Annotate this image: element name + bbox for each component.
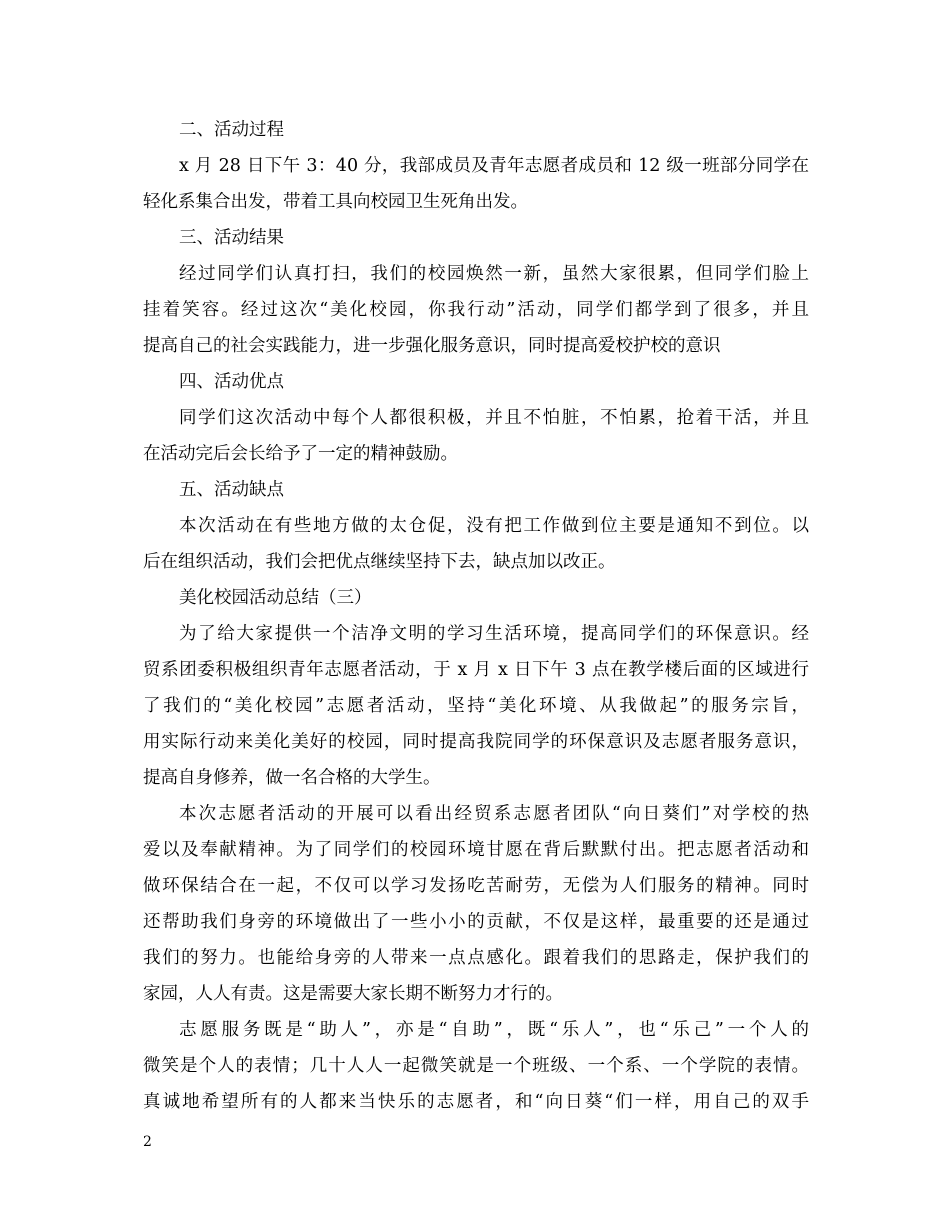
paragraph-line: 本次活动在有些地方做的太仓促，没有把工作做到位主要是通知不到位。以 bbox=[179, 516, 809, 536]
document-body bbox=[143, 112, 809, 1120]
paragraph-line: 做环保结合在一起，不仅可以学习发扬吃苦耐劳，无偿为人们服务的精神。同时 bbox=[143, 876, 809, 896]
paragraph-line: 同学们这次活动中每个人都很积极，并且不怕脏，不怕累，抢着干活，并且 bbox=[179, 408, 809, 428]
paragraph-line: 经过同学们认真打扫，我们的校园焕然一新，虽然大家很累，但同学们脸上 bbox=[179, 264, 809, 284]
paragraph-line: 本次志愿者活动的开展可以看出经贸系志愿者团队“向日葵们”对学校的热 bbox=[179, 804, 809, 824]
paragraph-line: 在活动完后会长给予了一定的精神鼓励。 bbox=[143, 444, 458, 464]
paragraph-line: x 月 28 日下午 3：40 分，我部成员及青年志愿者成员和 12 级一班部分同学在 bbox=[179, 156, 809, 176]
paragraph-line: 微笑是个人的表情；几十人人一起微笑就是一个班级、一个系、一个学院的表情。 bbox=[143, 1056, 809, 1076]
paragraph-line: 真诚地希望所有的人都来当快乐的志愿者，和“向日葵“们一样，用自己的双手 bbox=[143, 1092, 809, 1112]
section-heading-process: 二、活动过程 bbox=[179, 120, 284, 140]
paragraph-line: 挂着笑容。经过这次“美化校园，你我行动”活动，同学们都学到了很多，并且 bbox=[143, 300, 809, 320]
paragraph-line: 轻化系集合出发，带着工具向校园卫生死角出发。 bbox=[143, 192, 528, 212]
paragraph-line: 后在组织活动，我们会把优点继续坚持下去，缺点加以改正。 bbox=[143, 552, 616, 572]
paragraph-line: 家园，人人有责。这是需要大家长期不断努力才行的。 bbox=[143, 984, 563, 1004]
paragraph-line: 我们的努力。也能给身旁的人带来一点点感化。跟着我们的思路走，保护我们的 bbox=[143, 948, 809, 968]
paragraph-line: 还帮助我们身旁的环境做出了一些小小的贡献，不仅是这样，最重要的还是通过 bbox=[143, 912, 809, 932]
paragraph-line: 为了给大家提供一个洁净文明的学习生活环境，提高同学们的环保意识。经 bbox=[179, 624, 809, 644]
paragraph-line: 爱以及奉献精神。为了同学们的校园环境甘愿在背后默默付出。把志愿者活动和 bbox=[143, 840, 809, 860]
section-heading-weaknesses: 五、活动缺点 bbox=[179, 480, 284, 500]
paragraph-line: 志愿服务既是“助人”，亦是“自助”，既“乐人”，也“乐己”一个人的 bbox=[179, 1020, 809, 1040]
paragraph-line: 提高自己的社会实践能力，进一步强化服务意识，同时提高爱校护校的意识 bbox=[143, 336, 721, 356]
paragraph-line: 提高自身修养，做一名合格的大学生。 bbox=[143, 768, 441, 788]
section-heading-strengths: 四、活动优点 bbox=[179, 372, 284, 392]
section-heading-result: 三、活动结果 bbox=[179, 228, 284, 248]
page-number: 2 bbox=[143, 1134, 152, 1150]
paragraph-line: 了我们的“美化校园”志愿者活动，坚持“美化环境、从我做起”的服务宗旨， bbox=[143, 696, 809, 716]
paragraph-line: 贸系团委积极组织青年志愿者活动，于 x 月 x 日下午 3 点在教学楼后面的区域进行 bbox=[143, 660, 809, 680]
article-subtitle: 美化校园活动总结（三） bbox=[179, 588, 372, 608]
paragraph-line: 用实际行动来美化美好的校园，同时提高我院同学的环保意识及志愿者服务意识， bbox=[143, 732, 809, 752]
